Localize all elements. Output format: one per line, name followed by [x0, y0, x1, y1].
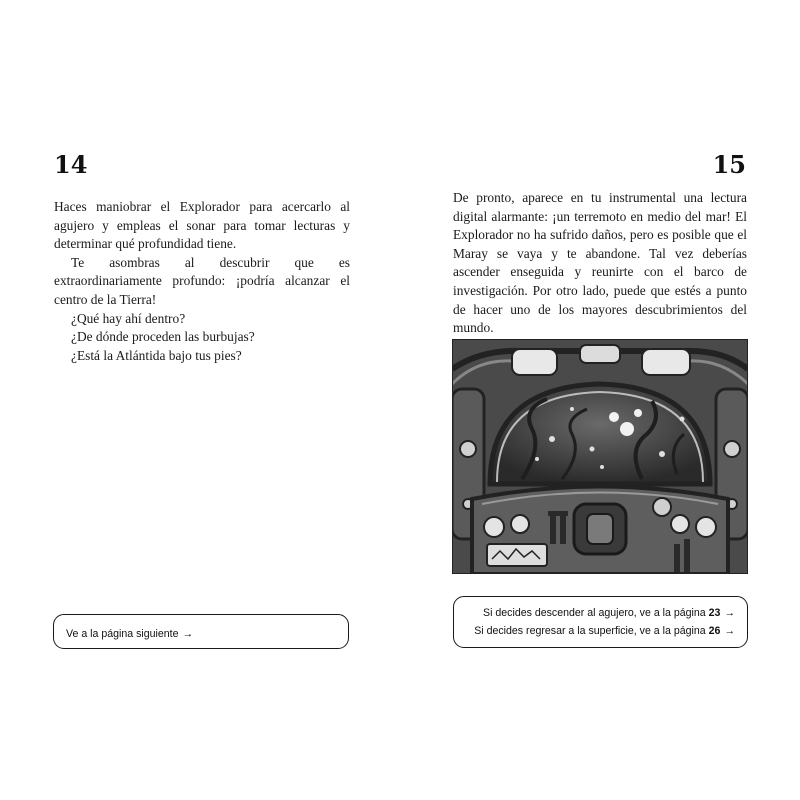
choice-text: Si decides descender al agujero, ve a la página [483, 607, 706, 619]
paragraph: Haces maniobrar el Explorador para acercarlo al agujero y empleas el sonar para tomar lecturas y determinar qué profundidad tiene. [54, 199, 350, 252]
choice-return-surface[interactable] [466, 622, 735, 640]
page-number-right: 15 [712, 150, 746, 179]
paragraph: De pronto, aparece en tu instrumental una lectura digital alarmante: ¡un terremoto en medio del mar! El Explorador no ha sufrido daños, pero es posible que el Maray se vaya y te abandone. Tal vez deberías ascender enseguida y reunirte con el barco de investigación. Por otro lado, puede que estés a punto de hacer uno de los mayores descubrimientos del mundo. [453, 190, 747, 336]
page-number-left: 14 [54, 150, 88, 179]
choice-text: Ve a la página siguiente [66, 628, 179, 640]
choice-page-number: 23 [708, 607, 721, 619]
paragraph: Te asombras al descubrir que es extraordinariamente profundo: ¡podría alcanzar el centro de la Tierra! [54, 254, 350, 307]
choice-text: Si decides regresar a la superficie, ve a la página [474, 625, 706, 637]
submarine-cockpit-illustration [452, 339, 748, 574]
choice-box-decisions [453, 596, 748, 648]
arrow-right-icon: → [724, 607, 735, 619]
left-page-text [54, 198, 350, 365]
choice-box-next-page[interactable] [53, 614, 349, 649]
choice-next-page[interactable] [66, 625, 336, 643]
right-page-text [453, 189, 747, 338]
paragraph: ¿Qué hay ahí dentro? [71, 310, 186, 326]
arrow-right-icon: → [724, 625, 735, 637]
paragraph: ¿De dónde proceden las burbujas? [71, 329, 255, 345]
choice-page-number: 26 [708, 625, 721, 637]
paragraph: ¿Está la Atlántida bajo tus pies? [71, 347, 242, 363]
choice-descend[interactable] [466, 604, 735, 622]
arrow-right-icon: → [182, 628, 194, 640]
